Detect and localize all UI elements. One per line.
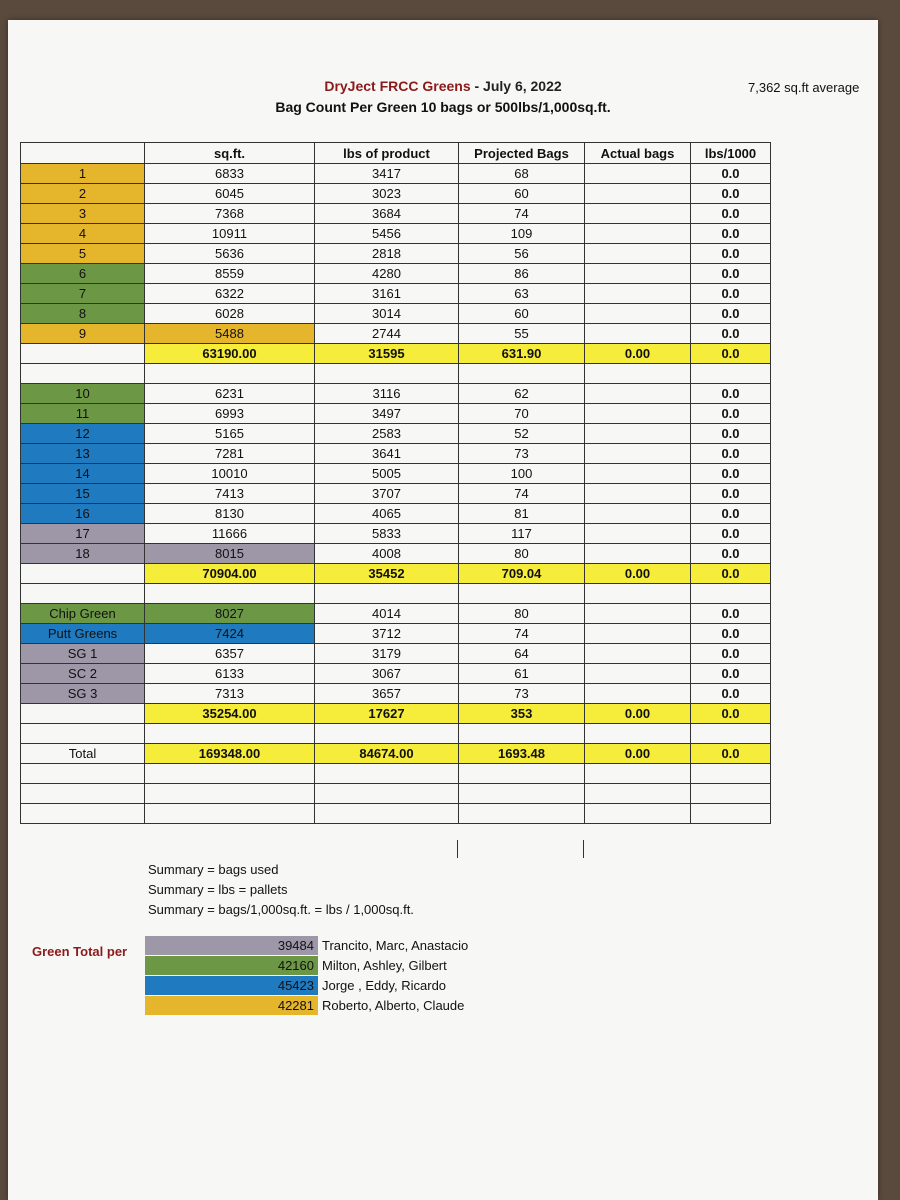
sqft-cell	[145, 764, 315, 784]
row-label: 5	[21, 244, 145, 264]
sqft-cell: 63190.00	[145, 344, 315, 364]
row-label: 13	[21, 444, 145, 464]
actual-bags-cell	[585, 624, 691, 644]
table-row	[21, 284, 771, 304]
projected-bags-cell: 100	[459, 464, 585, 484]
row-label	[21, 704, 145, 724]
actual-bags-cell	[585, 644, 691, 664]
table-row	[21, 324, 771, 344]
lbs-cell: 3712	[315, 624, 459, 644]
row-label	[21, 724, 145, 744]
projected-bags-cell: 80	[459, 604, 585, 624]
projected-bags-cell: 56	[459, 244, 585, 264]
sqft-cell: 6322	[145, 284, 315, 304]
crew-names: Milton, Ashley, Gilbert	[322, 958, 447, 973]
sqft-cell: 7313	[145, 684, 315, 704]
summary-rate: Summary = bags/1,000sq.ft. = lbs / 1,000sq.ft.	[148, 902, 414, 917]
lbs-cell: 4008	[315, 544, 459, 564]
crew-total-row	[145, 936, 468, 955]
projected-bags-cell: 74	[459, 204, 585, 224]
row-label: Total	[21, 744, 145, 764]
lbs-cell: 31595	[315, 344, 459, 364]
sqft-cell	[145, 804, 315, 824]
projected-bags-cell: 61	[459, 664, 585, 684]
projected-bags-cell: 62	[459, 384, 585, 404]
table-row	[21, 364, 771, 384]
actual-bags-cell	[585, 784, 691, 804]
table-row	[21, 404, 771, 424]
projected-bags-cell	[459, 584, 585, 604]
row-label: 3	[21, 204, 145, 224]
sqft-cell: 6133	[145, 664, 315, 684]
summary-lbs: Summary = lbs = pallets	[148, 882, 288, 897]
table-row	[21, 224, 771, 244]
row-label	[21, 584, 145, 604]
lbs-per-1000-cell	[691, 764, 771, 784]
row-label: SG 1	[21, 644, 145, 664]
lbs-per-1000-cell	[691, 364, 771, 384]
table-row	[21, 464, 771, 484]
row-label: Chip Green	[21, 604, 145, 624]
actual-bags-cell	[585, 504, 691, 524]
average-note: 7,362 sq.ft average	[748, 80, 860, 95]
sqft-cell: 10010	[145, 464, 315, 484]
lbs-cell: 3684	[315, 204, 459, 224]
lbs-per-1000-cell: 0.0	[691, 184, 771, 204]
sqft-cell	[145, 724, 315, 744]
actual-bags-cell	[585, 684, 691, 704]
sqft-cell: 6045	[145, 184, 315, 204]
crew-names: Trancito, Marc, Anastacio	[322, 938, 469, 953]
column-rule	[583, 840, 584, 858]
table-row	[21, 204, 771, 224]
sqft-cell: 5165	[145, 424, 315, 444]
row-label: 16	[21, 504, 145, 524]
projected-bags-cell: 709.04	[459, 564, 585, 584]
lbs-per-1000-cell: 0.0	[691, 284, 771, 304]
lbs-per-1000-cell: 0.0	[691, 264, 771, 284]
table-row	[21, 524, 771, 544]
actual-bags-cell	[585, 364, 691, 384]
table-row	[21, 804, 771, 824]
lbs-cell	[315, 364, 459, 384]
projected-bags-cell: 1693.48	[459, 744, 585, 764]
page-subtitle: Bag Count Per Green 10 bags or 500lbs/1,000sq.ft.	[275, 99, 611, 115]
row-label: 12	[21, 424, 145, 444]
actual-bags-cell	[585, 764, 691, 784]
lbs-cell: 2744	[315, 324, 459, 344]
sqft-cell: 6833	[145, 164, 315, 184]
sqft-cell: 8130	[145, 504, 315, 524]
sqft-cell	[145, 784, 315, 804]
actual-bags-cell	[585, 264, 691, 284]
lbs-per-1000-cell: 0.0	[691, 664, 771, 684]
column-header: lbs of product	[315, 143, 459, 164]
column-header	[21, 143, 145, 164]
column-rule	[457, 840, 458, 858]
row-label	[21, 804, 145, 824]
lbs-per-1000-cell: 0.0	[691, 504, 771, 524]
actual-bags-cell	[585, 384, 691, 404]
lbs-cell: 4014	[315, 604, 459, 624]
projected-bags-cell: 68	[459, 164, 585, 184]
sqft-cell: 8027	[145, 604, 315, 624]
sqft-cell: 6028	[145, 304, 315, 324]
green-total-label: Green Total per	[32, 944, 128, 959]
table-row	[21, 244, 771, 264]
sqft-cell: 169348.00	[145, 744, 315, 764]
sqft-cell: 5636	[145, 244, 315, 264]
actual-bags-cell	[585, 664, 691, 684]
projected-bags-cell	[459, 724, 585, 744]
projected-bags-cell: 70	[459, 404, 585, 424]
sqft-cell: 7413	[145, 484, 315, 504]
actual-bags-cell	[585, 464, 691, 484]
actual-bags-cell	[585, 584, 691, 604]
title-main: DryJect FRCC Greens	[324, 78, 471, 94]
lbs-per-1000-cell	[691, 784, 771, 804]
table-row	[21, 164, 771, 184]
lbs-cell: 3657	[315, 684, 459, 704]
actual-bags-cell	[585, 224, 691, 244]
lbs-cell: 3497	[315, 404, 459, 424]
table-header-row	[21, 143, 771, 164]
sqft-cell: 5488	[145, 324, 315, 344]
actual-bags-cell	[585, 424, 691, 444]
column-header: Actual bags	[585, 143, 691, 164]
row-label	[21, 364, 145, 384]
actual-bags-cell: 0.00	[585, 744, 691, 764]
lbs-per-1000-cell: 0.0	[691, 524, 771, 544]
lbs-per-1000-cell: 0.0	[691, 384, 771, 404]
sqft-cell	[145, 364, 315, 384]
row-label: Putt Greens	[21, 624, 145, 644]
lbs-per-1000-cell: 0.0	[691, 704, 771, 724]
actual-bags-cell	[585, 324, 691, 344]
row-label: 1	[21, 164, 145, 184]
lbs-per-1000-cell: 0.0	[691, 244, 771, 264]
sqft-cell: 8015	[145, 544, 315, 564]
subtotal-row	[21, 344, 771, 364]
row-label: 6	[21, 264, 145, 284]
lbs-per-1000-cell: 0.0	[691, 464, 771, 484]
row-label: 15	[21, 484, 145, 504]
lbs-cell	[315, 784, 459, 804]
crew-total-row	[145, 976, 446, 995]
lbs-per-1000-cell	[691, 584, 771, 604]
lbs-per-1000-cell: 0.0	[691, 204, 771, 224]
lbs-cell: 4280	[315, 264, 459, 284]
lbs-cell: 3067	[315, 664, 459, 684]
summary-bags: Summary = bags used	[148, 862, 279, 877]
actual-bags-cell: 0.00	[585, 564, 691, 584]
projected-bags-cell: 353	[459, 704, 585, 724]
projected-bags-cell: 80	[459, 544, 585, 564]
actual-bags-cell: 0.00	[585, 704, 691, 724]
lbs-cell	[315, 764, 459, 784]
crew-total-value: 42281	[145, 996, 318, 1015]
row-label	[21, 344, 145, 364]
row-label: SG 3	[21, 684, 145, 704]
projected-bags-cell: 52	[459, 424, 585, 444]
lbs-cell	[315, 584, 459, 604]
actual-bags-cell	[585, 804, 691, 824]
actual-bags-cell	[585, 184, 691, 204]
column-header: lbs/1000	[691, 143, 771, 164]
lbs-cell: 3707	[315, 484, 459, 504]
paper-sheet	[8, 20, 878, 1200]
lbs-per-1000-cell: 0.0	[691, 604, 771, 624]
table-row	[21, 424, 771, 444]
actual-bags-cell	[585, 284, 691, 304]
lbs-per-1000-cell: 0.0	[691, 544, 771, 564]
row-label	[21, 564, 145, 584]
lbs-cell: 35452	[315, 564, 459, 584]
lbs-per-1000-cell: 0.0	[691, 444, 771, 464]
lbs-per-1000-cell: 0.0	[691, 424, 771, 444]
crew-total-row	[145, 956, 447, 975]
row-label: 11	[21, 404, 145, 424]
actual-bags-cell	[585, 304, 691, 324]
lbs-cell: 3417	[315, 164, 459, 184]
lbs-cell: 2583	[315, 424, 459, 444]
table-row	[21, 504, 771, 524]
lbs-cell: 3023	[315, 184, 459, 204]
projected-bags-cell: 109	[459, 224, 585, 244]
lbs-cell: 3116	[315, 384, 459, 404]
lbs-cell: 3014	[315, 304, 459, 324]
sqft-cell: 7424	[145, 624, 315, 644]
lbs-per-1000-cell: 0.0	[691, 324, 771, 344]
projected-bags-cell: 74	[459, 624, 585, 644]
sqft-cell: 8559	[145, 264, 315, 284]
actual-bags-cell	[585, 724, 691, 744]
row-label: 10	[21, 384, 145, 404]
subtotal-row	[21, 564, 771, 584]
lbs-cell: 84674.00	[315, 744, 459, 764]
table-row	[21, 384, 771, 404]
row-label: 17	[21, 524, 145, 544]
lbs-per-1000-cell	[691, 804, 771, 824]
projected-bags-cell: 63	[459, 284, 585, 304]
subtotal-row	[21, 744, 771, 764]
title-date: - July 6, 2022	[470, 78, 562, 94]
crew-total-value: 45423	[145, 976, 318, 995]
bag-count-table	[20, 142, 771, 824]
lbs-per-1000-cell: 0.0	[691, 404, 771, 424]
table-row	[21, 784, 771, 804]
projected-bags-cell: 60	[459, 184, 585, 204]
lbs-per-1000-cell: 0.0	[691, 164, 771, 184]
actual-bags-cell	[585, 544, 691, 564]
projected-bags-cell: 64	[459, 644, 585, 664]
lbs-per-1000-cell: 0.0	[691, 304, 771, 324]
table-row	[21, 264, 771, 284]
actual-bags-cell	[585, 204, 691, 224]
projected-bags-cell: 74	[459, 484, 585, 504]
projected-bags-cell: 60	[459, 304, 585, 324]
lbs-cell: 5833	[315, 524, 459, 544]
row-label: 18	[21, 544, 145, 564]
lbs-per-1000-cell: 0.0	[691, 744, 771, 764]
lbs-per-1000-cell: 0.0	[691, 224, 771, 244]
crew-total-value: 42160	[145, 956, 318, 975]
row-label	[21, 784, 145, 804]
lbs-per-1000-cell: 0.0	[691, 564, 771, 584]
projected-bags-cell: 631.90	[459, 344, 585, 364]
projected-bags-cell	[459, 784, 585, 804]
sqft-cell	[145, 584, 315, 604]
crew-names: Roberto, Alberto, Claude	[322, 998, 465, 1013]
lbs-per-1000-cell: 0.0	[691, 344, 771, 364]
sqft-cell: 10911	[145, 224, 315, 244]
table-row	[21, 764, 771, 784]
projected-bags-cell: 73	[459, 684, 585, 704]
lbs-cell: 3161	[315, 284, 459, 304]
table-row	[21, 304, 771, 324]
sqft-cell: 6357	[145, 644, 315, 664]
sqft-cell: 35254.00	[145, 704, 315, 724]
lbs-per-1000-cell: 0.0	[691, 684, 771, 704]
projected-bags-cell	[459, 804, 585, 824]
lbs-cell: 4065	[315, 504, 459, 524]
actual-bags-cell	[585, 524, 691, 544]
row-label	[21, 764, 145, 784]
sqft-cell: 6231	[145, 384, 315, 404]
row-label: 2	[21, 184, 145, 204]
projected-bags-cell: 81	[459, 504, 585, 524]
table-row	[21, 604, 771, 624]
actual-bags-cell	[585, 604, 691, 624]
lbs-cell: 5456	[315, 224, 459, 244]
lbs-per-1000-cell: 0.0	[691, 624, 771, 644]
column-header: Projected Bags	[459, 143, 585, 164]
table-row	[21, 644, 771, 664]
projected-bags-cell: 55	[459, 324, 585, 344]
table-row	[21, 724, 771, 744]
row-label: 4	[21, 224, 145, 244]
projected-bags-cell: 117	[459, 524, 585, 544]
table-row	[21, 664, 771, 684]
crew-names: Jorge , Eddy, Ricardo	[322, 978, 447, 993]
projected-bags-cell	[459, 364, 585, 384]
subtotal-row	[21, 704, 771, 724]
lbs-cell: 5005	[315, 464, 459, 484]
lbs-cell	[315, 804, 459, 824]
lbs-cell: 17627	[315, 704, 459, 724]
row-label: 14	[21, 464, 145, 484]
sqft-cell: 70904.00	[145, 564, 315, 584]
lbs-cell: 2818	[315, 244, 459, 264]
lbs-per-1000-cell: 0.0	[691, 484, 771, 504]
actual-bags-cell	[585, 244, 691, 264]
actual-bags-cell	[585, 484, 691, 504]
lbs-per-1000-cell: 0.0	[691, 644, 771, 664]
row-label: 9	[21, 324, 145, 344]
table-row	[21, 544, 771, 564]
sqft-cell: 6993	[145, 404, 315, 424]
column-header: sq.ft.	[145, 143, 315, 164]
projected-bags-cell: 86	[459, 264, 585, 284]
row-label: 8	[21, 304, 145, 324]
sqft-cell: 7368	[145, 204, 315, 224]
table-row	[21, 684, 771, 704]
actual-bags-cell	[585, 444, 691, 464]
lbs-cell: 3179	[315, 644, 459, 664]
table-row	[21, 184, 771, 204]
actual-bags-cell	[585, 404, 691, 424]
table-row	[21, 624, 771, 644]
sqft-cell: 11666	[145, 524, 315, 544]
lbs-per-1000-cell	[691, 724, 771, 744]
crew-total-row	[145, 996, 464, 1015]
sqft-cell: 7281	[145, 444, 315, 464]
projected-bags-cell: 73	[459, 444, 585, 464]
row-label: 7	[21, 284, 145, 304]
actual-bags-cell	[585, 164, 691, 184]
row-label: SC 2	[21, 664, 145, 684]
lbs-cell: 3641	[315, 444, 459, 464]
table-row	[21, 584, 771, 604]
table-row	[21, 444, 771, 464]
crew-total-value: 39484	[145, 936, 318, 955]
projected-bags-cell	[459, 764, 585, 784]
table-row	[21, 484, 771, 504]
actual-bags-cell: 0.00	[585, 344, 691, 364]
lbs-cell	[315, 724, 459, 744]
